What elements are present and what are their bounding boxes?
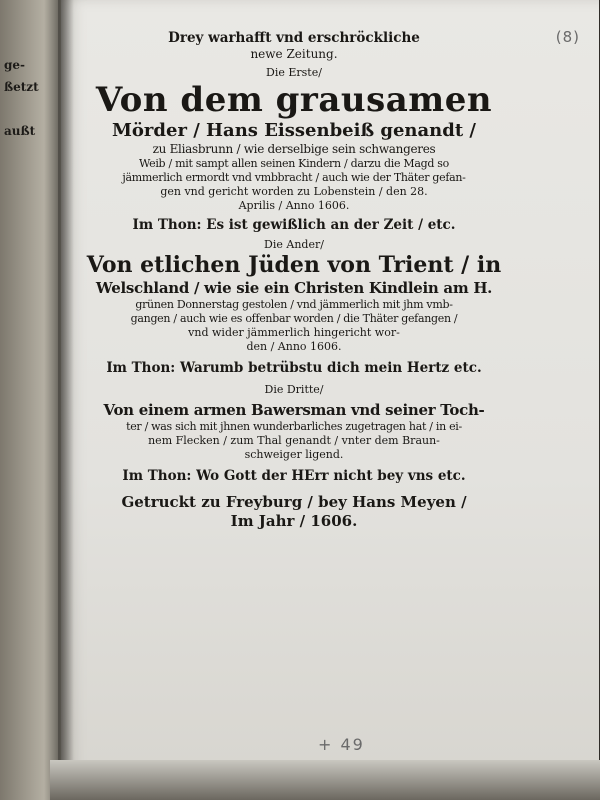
left-page-fragment: ßetzt (4, 80, 39, 94)
part1-title: Mörder / Hans Eissenbeiß genandt / (112, 120, 476, 141)
part2-title: Welschland / wie sie ein Christen Kindlein am H. (95, 279, 493, 297)
heading-line: Drey warhafft vnd erschröckliche (168, 30, 420, 46)
book-gutter (44, 0, 74, 800)
imprint-line: Im Jahr / 1606. (230, 512, 358, 530)
left-page-fragment: ge- (4, 58, 26, 72)
tune-line: Im Thon: Wo Gott der HErr nicht bey vns etc. (122, 468, 466, 484)
part1-body-line: jämmerlich ermordt vnd vmbbracht / auch wie der Thäter gefan- (122, 171, 466, 184)
part1-body-line: gen vnd gericht worden zu Lobenstein / den 28. (160, 185, 428, 198)
section-label: Die Erste/ (266, 66, 322, 79)
tune-line: Im Thon: Es ist gewißlich an der Zeit / etc. (132, 217, 456, 233)
page-bottom-edge (50, 760, 600, 800)
shelf-mark: + 49 (318, 735, 365, 754)
tune-line: Im Thon: Warumb betrübstu dich mein Hertz etc. (106, 360, 482, 376)
part1-body-line: zu Eliasbrunn / wie derselbige sein schwangeres (152, 142, 436, 156)
part2-body-line: grünen Donnerstag gestolen / vnd jämmerlich mit jhm vmb- (135, 298, 453, 311)
heading-line: newe Zeitung. (250, 47, 338, 61)
section-label: Die Dritte/ (264, 383, 324, 396)
part3-body-line: schweiger ligend. (244, 448, 344, 461)
part1-body-line: Aprilis / Anno 1606. (238, 199, 350, 212)
imprint-line: Getruckt zu Freyburg / bey Hans Meyen / (121, 493, 467, 511)
part3-body-line: ter / was sich mit jhnen wunderbarliches zugetragen hat / in ei- (126, 420, 462, 433)
part1-title: Von dem grausamen (95, 80, 493, 120)
part3-body-line: nem Flecken / zum Thal genandt / vnter dem Braun- (148, 434, 440, 447)
part1-body-line: Weib / mit sampt allen seinen Kindern / darzu die Magd so (139, 157, 449, 170)
part2-body-line: den / Anno 1606. (246, 340, 342, 353)
part2-body-line: vnd wider jämmerlich hingericht wor- (188, 326, 400, 339)
folio-number: (8) (555, 28, 580, 46)
left-page-fragment: außt (4, 124, 36, 138)
part2-body-line: gangen / auch wie es offenbar worden / die Thäter gefangen / (130, 312, 458, 325)
part2-title: Von etlichen Jüden von Trient / in (86, 252, 502, 278)
part3-title: Von einem armen Bawersman vnd seiner Toch- (103, 401, 485, 419)
section-label: Die Ander/ (264, 238, 324, 251)
title-page-text (78, 30, 510, 531)
